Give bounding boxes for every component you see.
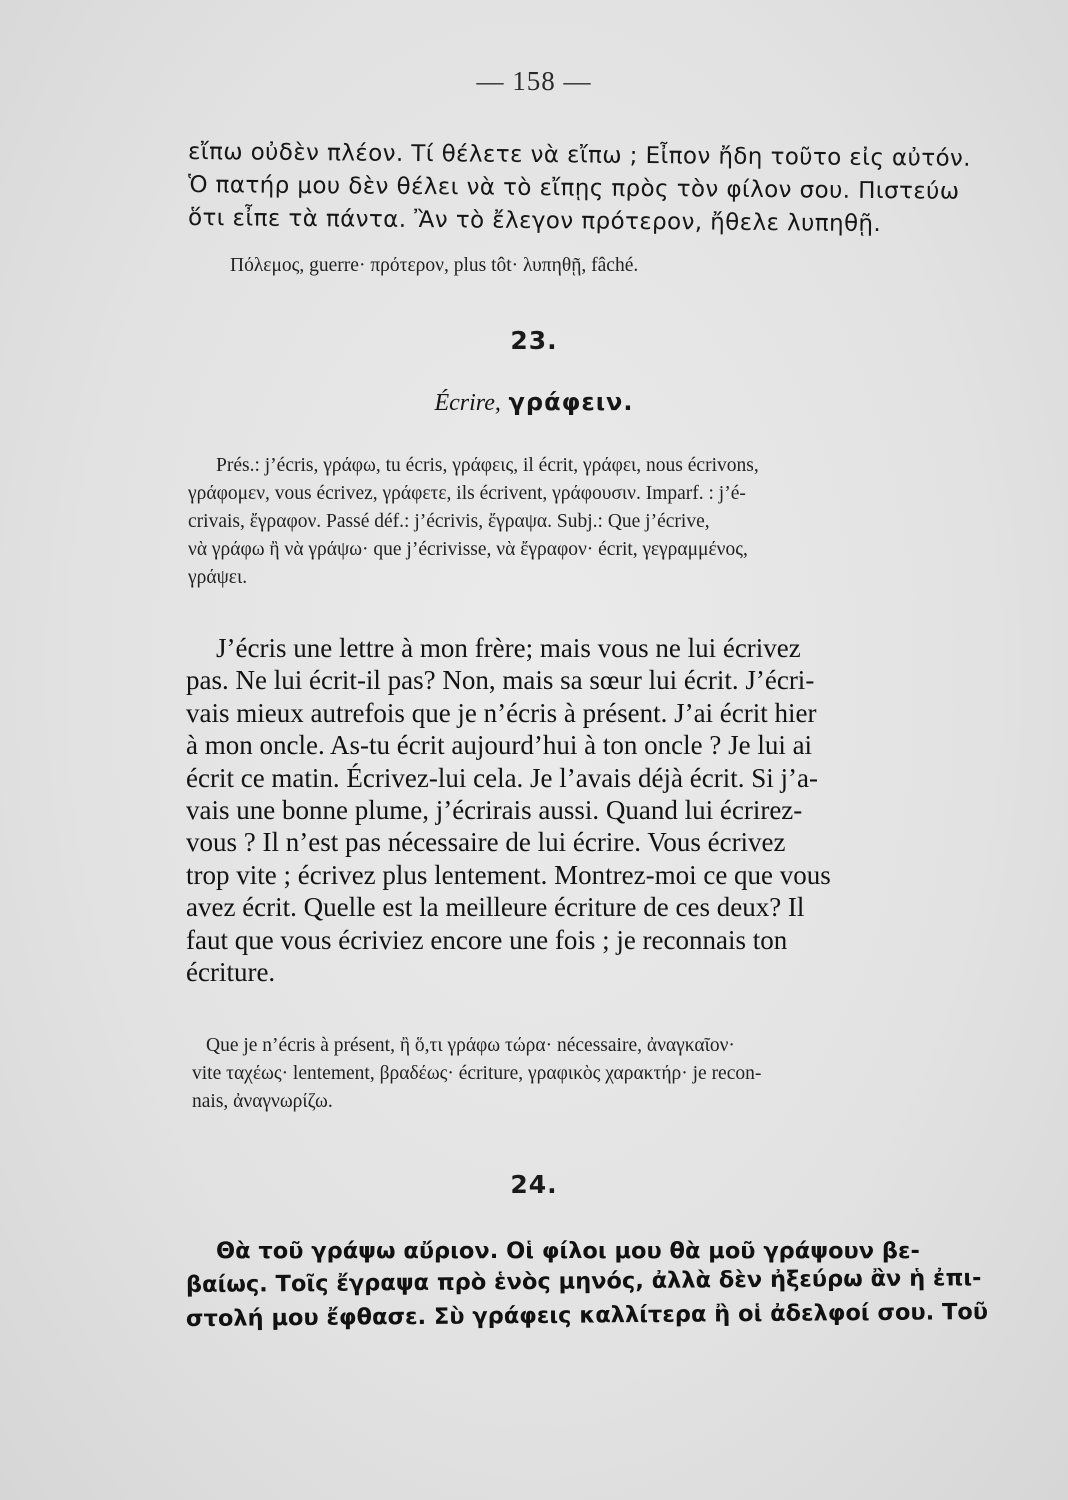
exercise-line: pas. Ne lui écrit-il pas? Non, mais sa sœur lui écrit. J’écri- bbox=[186, 665, 815, 696]
conjugation-line: Prés.: j’écris, γράφω, tu écris, γράφεις, il écrit, γράφει, nous écrivons, bbox=[216, 455, 759, 476]
section-number-23: 23. bbox=[510, 326, 558, 355]
exercise-line: à mon oncle. As-tu écrit aujourd’hui à ton oncle ? Je lui ai bbox=[186, 730, 813, 761]
note-line: vite ταχέως· lentement, βραδέως· écriture, γραφικὸς χαρακτήρ· je recon- bbox=[192, 1063, 762, 1084]
conjugation-line: γράφομεν, vous écrivez, γράφετε, ils écrivent, γράφουσιν. Imparf. : j’é- bbox=[188, 483, 746, 504]
exercise-line: avez écrit. Quelle est la meilleure écriture de ces deux? Il bbox=[186, 892, 805, 923]
exercise-line: βαίως. Τοῖς ἔγραψα πρὸ ἑνὸς μηνός, ἀλλὰ δὲν ἠξεύρω ἂν ἡ ἐπι- bbox=[185, 1265, 982, 1298]
conjugation-line: crivais, ἔγραφον. Passé déf.: j’écrivis, ἔγραψα. Subj.: Que j’écrive, bbox=[188, 511, 710, 532]
exercise-23 bbox=[186, 632, 1016, 988]
note-line: Que je n’écris à présent, ἢ ὅ,τι γράφω τώρα· nécessaire, ἀναγκαῖον· bbox=[206, 1035, 735, 1056]
note-line: nais, ἀναγνωρίζω. bbox=[192, 1091, 333, 1112]
exercise-line: écrit ce matin. Écrivez-lui cela. Je l’avais déjà écrit. Si j’a- bbox=[186, 762, 818, 793]
exercise-line: vous ? Il n’est pas nécessaire de lui écrire. Vous écrivez bbox=[186, 827, 786, 858]
exercise-line: vais mieux autrefois que je n’écris à présent. J’ai écrit hier bbox=[186, 697, 817, 728]
section-title-23 bbox=[0, 388, 1068, 417]
exercise-line: écriture. bbox=[186, 957, 276, 988]
conjugation-table bbox=[188, 452, 1018, 592]
text-line: εἴπω οὐδὲν πλέον. Τί θέλετε νὰ εἴπω ; Εἶπον ἤδη τοῦτο εἰς αὐτόν. bbox=[187, 139, 972, 172]
text-line: ὅτι εἶπε τὰ πάντα. Ἂν τὸ ἔλεγον πρότερον, ἤθελε λυπηθῇ. bbox=[187, 205, 882, 238]
exercise-line: Θὰ τοῦ γράψω αὔριον. Οἱ φίλοι μου θὰ μοῦ γράψουν βε- bbox=[216, 1238, 920, 1264]
intro-paragraph bbox=[187, 136, 1018, 238]
exercise-line: στολή μου ἔφθασε. Σὺ γράφεις καλλίτερα ἢ οἱ ἀδελφοί σου. Τοῦ bbox=[185, 1299, 989, 1332]
exercise-line: trop vite ; écrivez plus lentement. Montrez-moi ce que vous bbox=[186, 859, 831, 890]
exercise-24 bbox=[186, 1234, 1016, 1336]
notes-23 bbox=[192, 1032, 1022, 1116]
section-number-24: 24. bbox=[510, 1170, 558, 1199]
conjugation-line: γράψει. bbox=[188, 567, 248, 588]
exercise-line: J’écris une lettre à mon frère; mais vous ne lui écrivez bbox=[216, 633, 801, 663]
intro-vocabulary: Πόλεμος, guerre· πρότερον, plus tôt· λυπηθῇ, fâché. bbox=[230, 255, 639, 276]
conjugation-line: νὰ γράφω ἢ νὰ γράψω· que j’écrivisse, νὰ ἔγραφον· écrit, γεγραμμένος, bbox=[188, 539, 748, 560]
section-title-french: Écrire, bbox=[434, 390, 501, 416]
exercise-line: vais une bonne plume, j’écrirais aussi. Quand lui écrirez- bbox=[186, 795, 803, 826]
text-line: Ὁ πατήρ μου δὲν θέλει νὰ τὸ εἴπῃς πρὸς τὸν φίλον σου. Πιστεύω bbox=[187, 172, 960, 205]
exercise-line: faut que vous écriviez encore une fois ; je reconnais ton bbox=[186, 924, 788, 955]
section-title-greek: γράφειν. bbox=[508, 388, 634, 416]
page-number: — 158 — bbox=[476, 66, 592, 96]
